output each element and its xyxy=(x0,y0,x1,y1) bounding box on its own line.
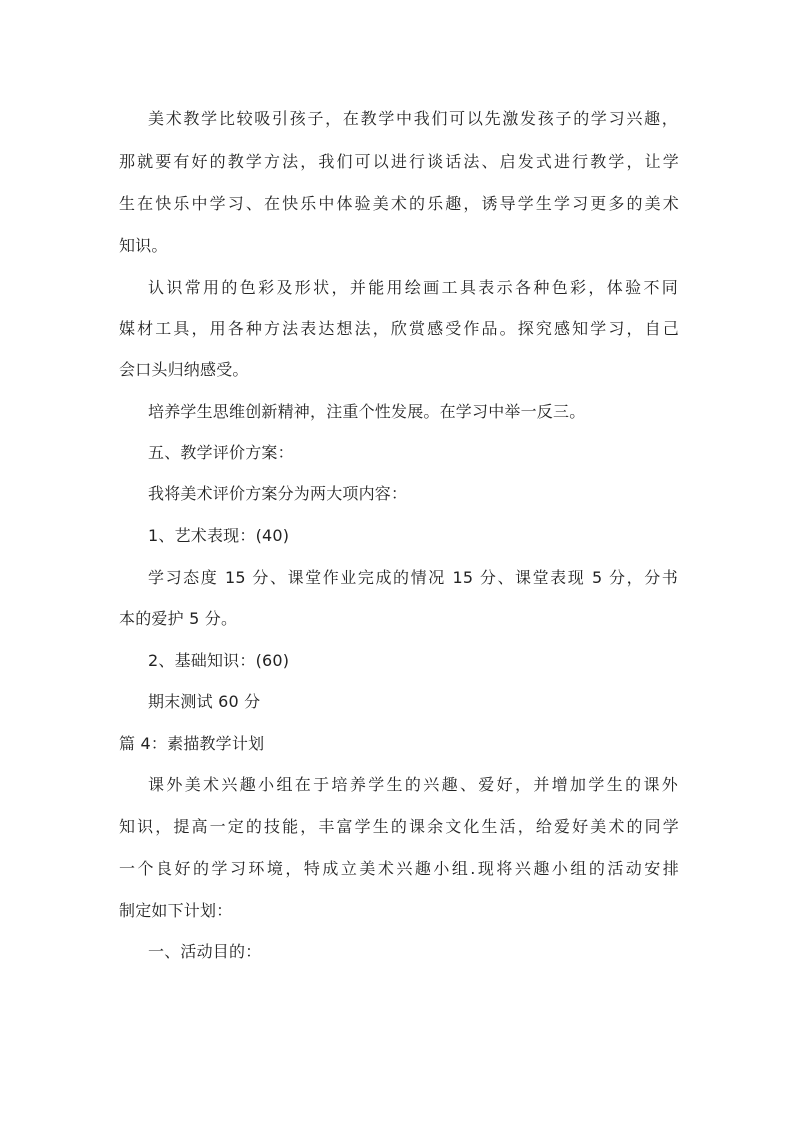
list-item: 2、基础知识：(60) xyxy=(148,651,290,670)
paragraph-line: 本的爱护 5 分。 xyxy=(119,609,238,628)
paragraph-line: 那就要有好的教学方法，我们可以进行谈话法、启发式进行教学，让学 xyxy=(119,152,679,171)
paragraph-line: 一个良好的学习环境，特成立美术兴趣小组.现将兴趣小组的活动安排 xyxy=(119,859,679,878)
paragraph-line: 我将美术评价方案分为两大项内容： xyxy=(148,484,408,503)
paragraph-line: 期末测试 60 分 xyxy=(148,692,261,711)
paragraph-line: 学习态度 15 分、课堂作业完成的情况 15 分、课堂表现 5 分，分书 xyxy=(148,568,678,587)
paragraph-line: 生在快乐中学习、在快乐中体验美术的乐趣，诱导学生学习更多的美术 xyxy=(119,194,679,213)
paragraph-line: 培养学生思维创新精神，注重个性发展。在学习中举一反三。 xyxy=(148,402,586,421)
list-item: 1、艺术表现：(40) xyxy=(148,526,290,545)
paragraph-line: 课外美术兴趣小组在于培养学生的兴趣、爱好，并增加学生的课外 xyxy=(148,775,678,794)
paragraph-line: 会口头归纳感受。 xyxy=(119,360,249,379)
paragraph-line: 知识。 xyxy=(119,236,168,255)
paragraph-line: 制定如下计划： xyxy=(119,901,233,920)
paragraph-line: 媒材工具，用各种方法表达想法，欣赏感受作品。探究感知学习，自己 xyxy=(119,319,679,338)
article-heading: 篇 4：素描教学计划 xyxy=(119,734,265,753)
section-heading: 五、教学评价方案： xyxy=(148,443,294,462)
paragraph-line: 认识常用的色彩及形状，并能用绘画工具表示各种色彩，体验不同 xyxy=(148,278,678,297)
paragraph-line: 知识，提高一定的技能，丰富学生的课余文化生活，给爱好美术的同学 xyxy=(119,817,679,836)
paragraph-line: 美术教学比较吸引孩子，在教学中我们可以先激发孩子的学习兴趣， xyxy=(148,109,678,128)
section-heading: 一、活动目的： xyxy=(148,942,262,961)
